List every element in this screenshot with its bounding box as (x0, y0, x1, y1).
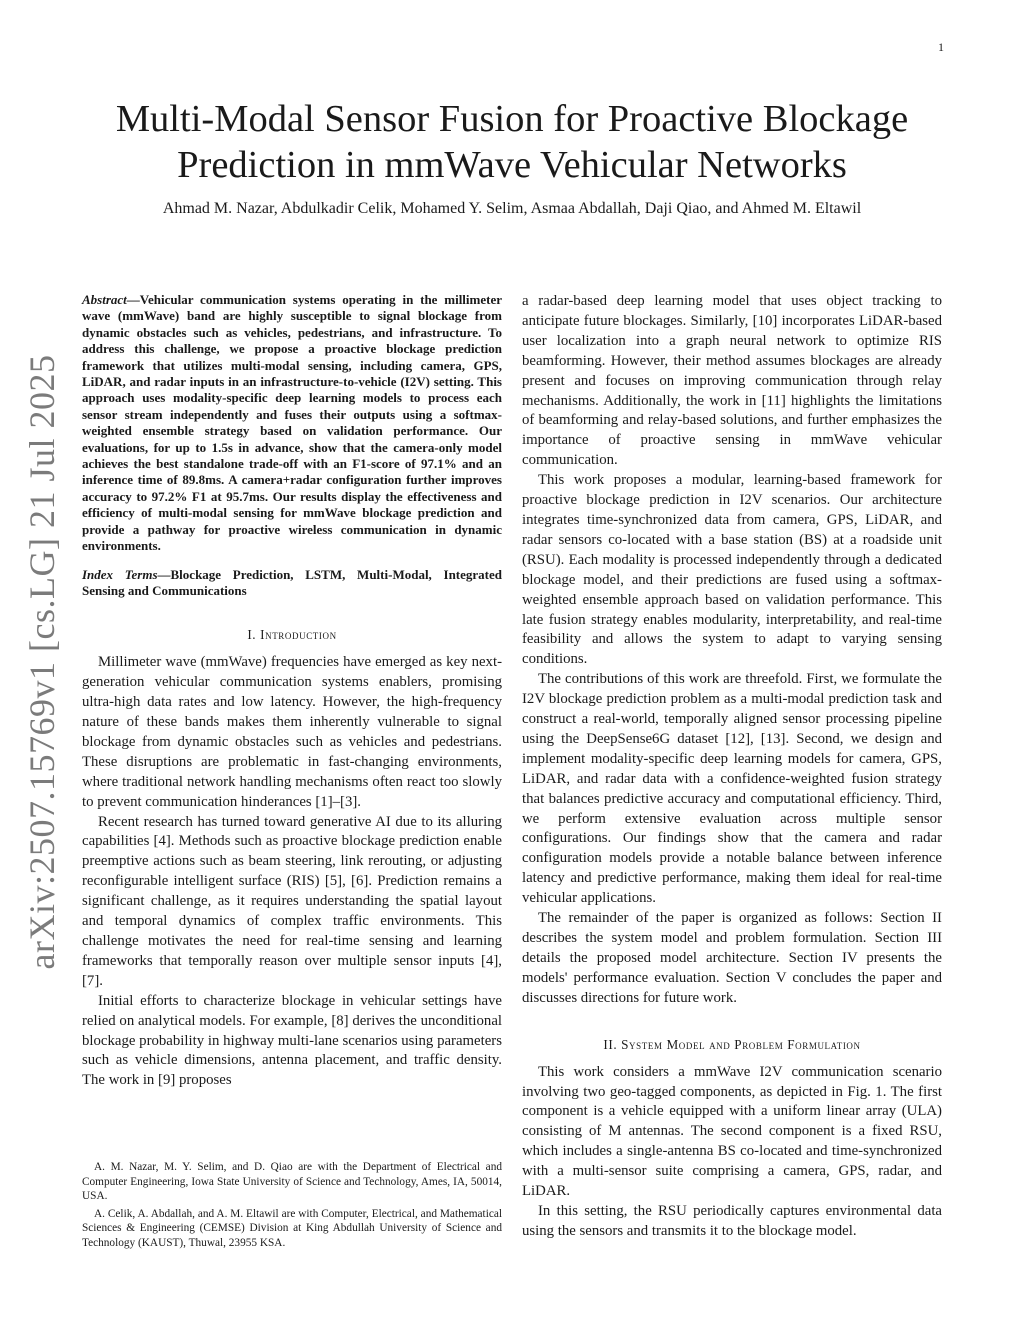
arxiv-stamp: arXiv:2507.15769v1 [cs.LG] 21 Jul 2025 (22, 354, 62, 970)
intro-continued-paragraph: a radar-based deep learning model that uses object tracking to anticipate future blockages. Similarly, [10] incorporates LiDAR-based user localization into a graph neural network to optimize RIS beamforming. However, their method assumes blockages are already present and focuses on improving communication through relay mechanisms. Additionally, the work in [11] highlights the limitations of beamforming and relay-based solutions, and further emphasizes the importance of proactive sensing in mmWave vehicular communication. (522, 293, 942, 469)
index-terms-text: —Blockage Prediction, LSTM, Multi-Modal, Integrated Sensing and Communications (82, 566, 502, 598)
left-column (82, 292, 502, 1091)
footnote-2: A. Celik, A. Abdallah, and A. M. Eltawil are with Computer, Electrical, and Mathematical Sciences & Engineering (CEMSE) Division at King Abdullah University of Science and Technology (KAUST), Thuwal, 23955 KSA. (82, 1207, 502, 1249)
paper-title (60, 96, 964, 188)
author-footnotes (82, 1160, 502, 1253)
index-terms-label: Index Terms (82, 566, 158, 582)
abstract-label: Abstract (82, 292, 127, 307)
index-terms (82, 567, 502, 600)
footnote-1: A. M. Nazar, M. Y. Selim, and D. Qiao are with the Department of Electrical and Computer Engineering, Iowa State University of Science and Technology, Ames, IA, 50014, USA. (82, 1161, 502, 1202)
right-column (522, 292, 942, 1242)
author-list: Ahmad M. Nazar, Abdulkadir Celik, Mohamed Y. Selim, Asmaa Abdallah, Daji Qiao, and Ahmed M. Eltawil (162, 200, 862, 217)
title-line-2: Prediction in mmWave Vehicular Networks (177, 144, 847, 186)
organization-paragraph: The remainder of the paper is organized as follows: Section II describes the system model and problem formulation. Section III details the proposed model architecture. Section IV presents the models' performance evaluation. Section V concludes the paper and discusses directions for future work. (522, 910, 942, 1006)
section-heading-system-model: II. System Model and Problem Formulation (603, 1036, 861, 1052)
system-model-paragraph-1: This work considers a mmWave I2V communication scenario involving two geo-tagged components, as depicted in Fig. 1. The first component is a vehicle equipped with a uniform linear array (ULA) consisting of M antennas. The second component is a fixed RSU, which includes a single-antenna BS co-located and time-synchronized with a multi-sensor suite comprising a camera, GPS, radar, and LiDAR. (522, 1063, 942, 1200)
abstract (82, 292, 502, 555)
title-line-1: Multi-Modal Sensor Fusion for Proactive Blockage (115, 98, 909, 140)
intro-paragraph-3: Initial efforts to characterize blockage in vehicular settings have relied on analytical models. For example, [8] derives the unconditional blockage probability in highway multi-lane scenarios using parameters such as vehicle dimensions, antenna placement, and traffic density. The work in [9] proposes (82, 992, 502, 1089)
page-number: 1 (938, 40, 944, 54)
section-heading-introduction: I. Introduction (247, 627, 337, 643)
abstract-text: —Vehicular communication systems operating in the millimeter wave (mmWave) band are highly susceptible to signal blockage from dynamic obstacles such as vehicles, pedestrians, and infrastructure. To address this challenge, we propose a proactive blockage prediction framework that utilizes multi-modal sensing, including camera, GPS, LiDAR, and radar inputs in an infrastructure-to-vehicle (I2V) setting. This approach uses modality-specific deep learning models to process each sensor stream independently and fuses their outputs using a softmax-weighted ensemble strategy based on validation performance. Our evaluations, for up to 1.5s in advance, show that the camera-only model achieves the best standalone trade-off with an F1-score of 97.1% and an inference time of 89.8ms. A camera+radar configuration further improves accuracy to 97.2% F1 at 95.7ms. Our results display the effectiveness and efficiency of multi-modal sensing for mmWave blockage prediction and provide a pathway for proactive wireless communication in dynamic environments. (82, 292, 502, 554)
system-model-paragraph-2: In this setting, the RSU periodically captures environmental data using the sensors and transmits it to the blockage model. (522, 1202, 942, 1239)
contribution-paragraph-2: The contributions of this work are threefold. First, we formulate the I2V blockage prediction problem as a multi-modal prediction task and construct a real-world, temporally aligned sensor processing pipeline using the DeepSense6G dataset [12], [13]. Second, we design and implement modality-specific deep learning models for camera, GPS, LiDAR, and radar data with a confidence-weighted fusion strategy that balances predictive accuracy and computational efficiency. Third, we perform extensive evaluation across multiple sensor configurations. Our findings show that the camera and radar configuration models provide a notable balance between inference latency and predictive performance, making them ideal for real-time vehicular applications. (522, 671, 942, 907)
contribution-paragraph-1: This work proposes a modular, learning-based framework for proactive blockage prediction in I2V scenarios. Our architecture integrates time-synchronized data from camera, GPS, LiDAR, and radar sensors co-located with a base station (BS) at a roadside unit (RSU). Each modality is processed independently through a dedicated blockage model, and their predictions are fused using a softmax-weighted ensemble approach based on validation performance. This late fusion strategy enables modularity, interpretability, and real-time feasibility and allows the system to adapt to varying sensing conditions. (522, 472, 942, 668)
intro-paragraph-1: Millimeter wave (mmWave) frequencies have emerged as key next-generation vehicular communication systems enablers, promising ultra-high data rates and low latency. However, the high-frequency nature of these bands makes them inherently vulnerable to signal blockage from dynamic obstacles such as vehicles and pedestrians. These disruptions are problematic in fast-changing environments, where traditional network handling mechanisms often react too slowly to prevent communication hinderances [1]–[3]. (82, 654, 502, 810)
intro-paragraph-2: Recent research has turned toward generative AI due to its alluring capabilities [4]. Methods such as proactive blockage prediction enable preemptive actions such as beam steering, link rerouting, or adjusting reconfigurable intelligent surface (RIS) [5], [6]. Prediction remains a significant challenge, as it requires understanding the spatial layout and temporal dynamics of complex traffic environments. This challenge motivates the need for real-time sensing and learning frameworks that temporally reason over multiple sensor inputs [4], [7]. (82, 813, 502, 989)
